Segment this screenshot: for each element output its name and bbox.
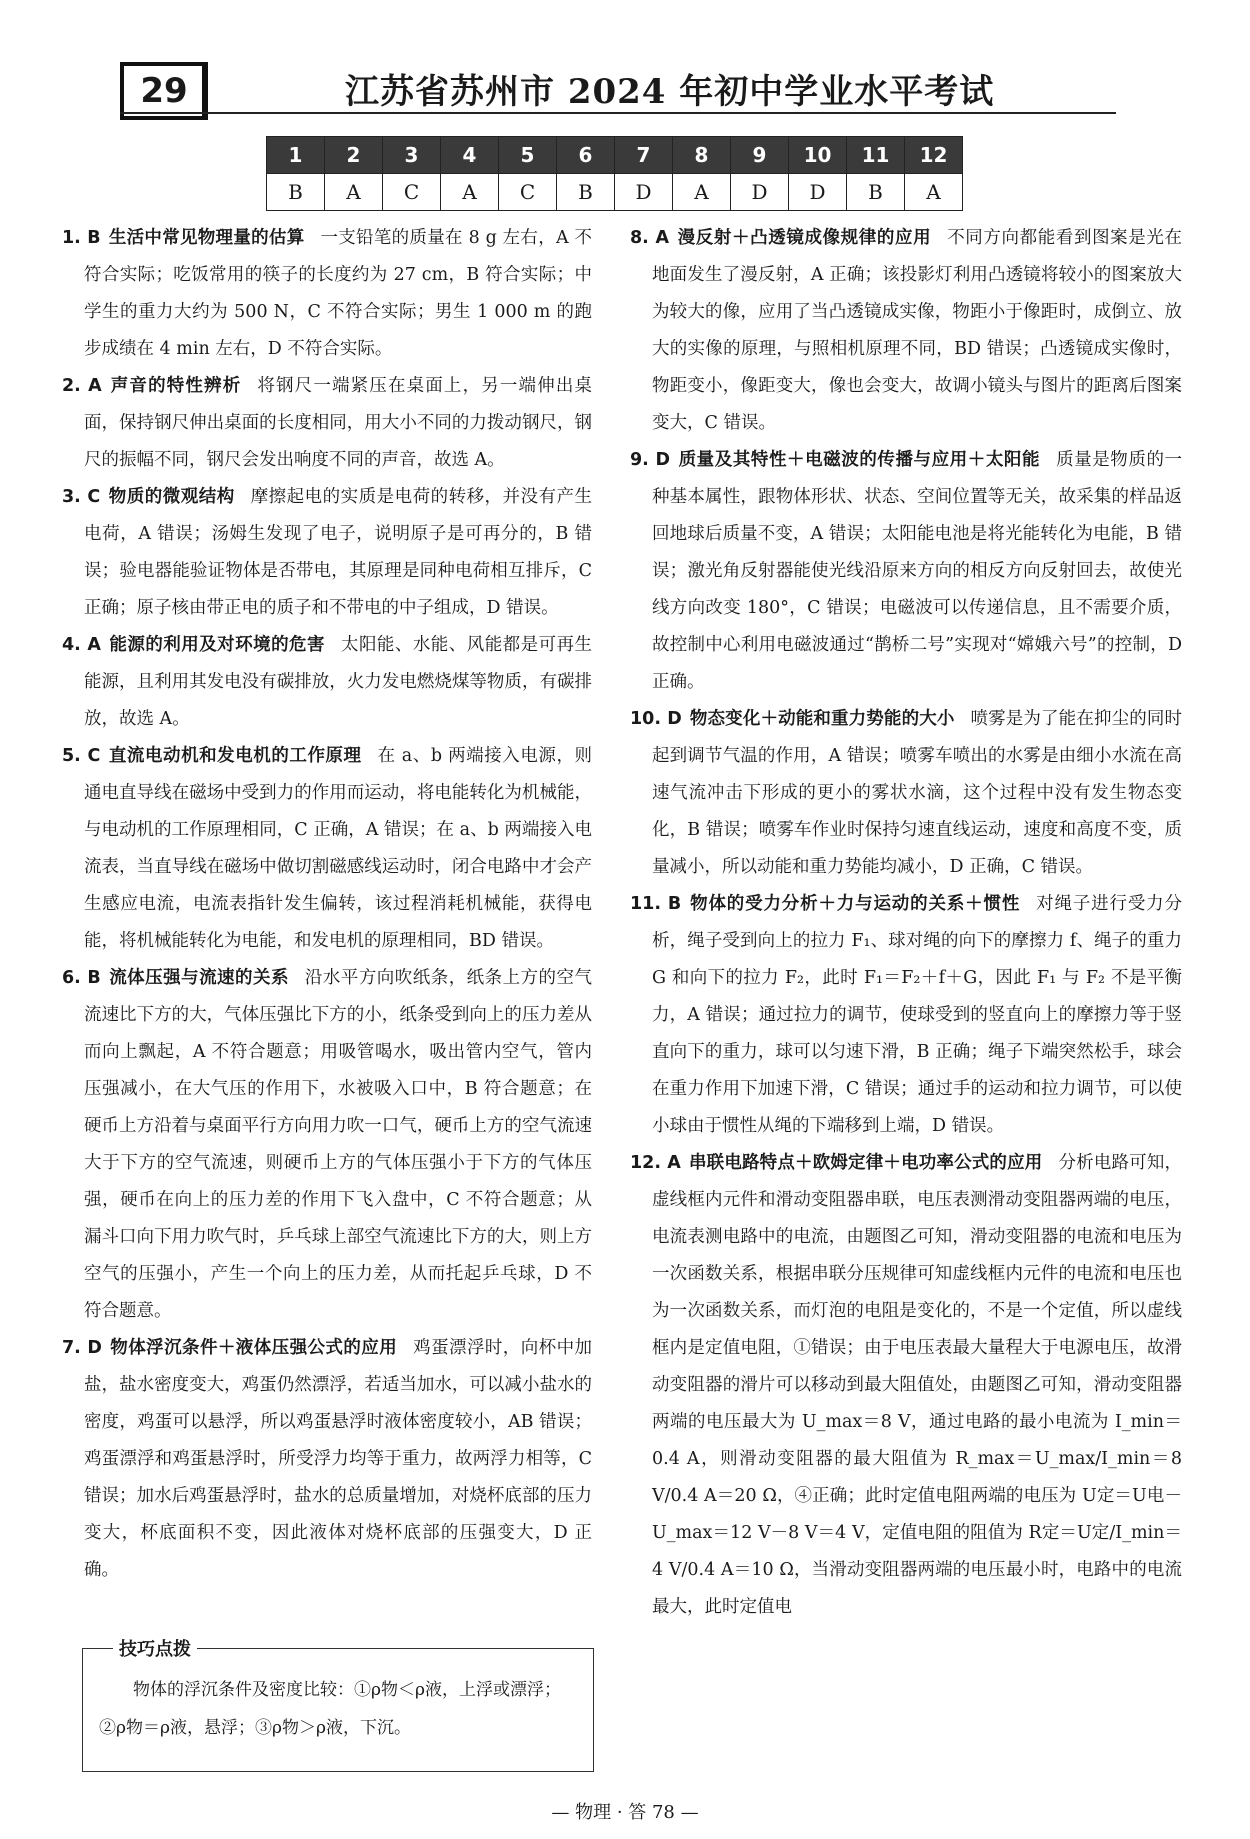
- page-footer: — 物理 · 答 78 —: [551, 1802, 699, 1823]
- page-title: 江苏省苏州市 2024 年初中学业水平考试: [345, 72, 995, 112]
- answer-choice-cell: B: [267, 174, 325, 211]
- explanation-text: 分析电路可知，虚线框内元件和滑动变阻器串联，电压表测滑动变阻器两端的电压，电流表测电路中的电流，由题图乙可知，滑动变阻器的电流和电压为一次函数关系，根据串联分压规律可知虚线框内元件的电流和电压也为一次函数关系，而灯泡的电阻是变化的，不是一个定值，所以虚线框内是定值电阻，①错误；由于电压表最大量程大于电源电压，故滑动变阻器的滑片可以移动到最大阻值处，由题图乙可知，滑动变阻器两端的电压最大为 U_max＝8 V，通过电路的最小电流为 I_min＝0.4 A，则滑动变阻器的最大阻值为 R_max＝U_max/I_min＝8 V/0.4 A＝20 Ω，④正确；此时定值电阻两端的电压为 U定＝U电－U_max＝12 V－8 V＝4 V，定值电阻的阻值为 R定＝U定/I_min＝4 V/0.4 A＝10 Ω，当滑动变阻器两端的电压最小时，电路中的电流最大，此时定值电: [652, 1153, 1183, 1617]
- tip-box: [82, 1639, 594, 1772]
- question-number: 5. C: [62, 746, 101, 766]
- solution-item: [630, 220, 1182, 442]
- solution-item: [62, 368, 592, 479]
- question-number: 7. D: [62, 1338, 102, 1358]
- knowledge-point: 流体压强与流速的关系: [108, 968, 289, 988]
- knowledge-point: 质量及其特性＋电磁波的传播与应用＋太阳能: [678, 450, 1041, 470]
- explanation-text: 在 a、b 两端接入电源，则通电直导线在磁场中受到力的作用而运动，将电能转化为机械能，与电动机的工作原理相同，C 正确，A 错误；在 a、b 两端接入电流表，当直导线在磁场中做切割磁感线运动时，闭合电路中才会产生感应电流，电流表指针发生偏转，该过程消耗机械能，获得电能，将机械能转化为电能，和发电机的原理相同，BD 错误。: [84, 746, 592, 951]
- title-rule: [120, 112, 1116, 114]
- explanation-text: 将钢尺一端紧压在桌面上，另一端伸出桌面，保持钢尺伸出桌面的长度相同，用大小不同的力拨动钢尺，钢尺的振幅不同，钢尺会发出响度不同的声音，故选 A。: [84, 376, 593, 470]
- answer-number-cell: 1: [267, 137, 325, 174]
- knowledge-point: 物体的受力分析＋力与运动的关系＋惯性: [689, 894, 1021, 914]
- answer-number-cell: 7: [615, 137, 673, 174]
- explanation-text: 沿水平方向吹纸条，纸条上方的空气流速比下方的大，气体压强比下方的小，纸条受到向上的压力差从而向上飘起，A 不符合题意；用吸管喝水，吸出管内空气，管内压强减小，在大气压的作用下，水被吸入口中，B 符合题意；在硬币上方沿着与桌面平行方向用力吹一口气，硬币上方的空气流速大于下方的空气流速，则硬币上方的气体压强小于下方的气体压强，硬币在向上的压力差的作用下飞入盘中，C 不符合题意；从漏斗口向下用力吹气时，乒乓球上部空气流速比下方的大，则上方空气的压强小，产生一个向上的压力差，从而托起乒乓球，D 不符合题意。: [84, 968, 592, 1321]
- solution-item: [62, 479, 592, 627]
- knowledge-point: 物体浮沉条件＋液体压强公式的应用: [109, 1338, 398, 1358]
- knowledge-point: 漫反射＋凸透镜成像规律的应用: [677, 228, 932, 248]
- explanation-text: 不同方向都能看到图案是光在地面发生了漫反射，A 正确；该投影灯利用凸透镜将较小的图案放大为较大的像，应用了当凸透镜成实像，物距小于像距时，成倒立、放大的实像的原理，与照相机原理不同，BD 错误；凸透镜成实像时，物距变小，像距变大，像也会变大，故调小镜头与图片的距离后图案变大，C 错误。: [652, 228, 1183, 433]
- knowledge-point: 声音的特性辨析: [109, 376, 242, 396]
- explanation-text: 一支铅笔的质量在 8 g 左右，A 不符合实际；吃饭常用的筷子的长度约为 27 cm，B 符合实际；中学生的重力大约为 500 N，C 不符合实际；男生 1 000 m 的跑步成绩在 4 min 左右，D 不符合实际。: [84, 228, 592, 359]
- tip-text: 物体的浮沉条件及密度比较：①ρ物＜ρ液，上浮或漂浮；②ρ物＝ρ液，悬浮；③ρ物＞ρ液，下沉。: [99, 1680, 561, 1738]
- page-header: [120, 62, 1120, 114]
- answer-number-cell: 8: [673, 137, 731, 174]
- answer-number-cell: 6: [557, 137, 615, 174]
- answer-number-cell: 11: [847, 137, 905, 174]
- knowledge-point: 生活中常见物理量的估算: [108, 228, 305, 248]
- solution-item: [62, 627, 592, 738]
- solution-item: [62, 738, 592, 960]
- explanation-text: 质量是物质的一种基本属性，跟物体形状、状态、空间位置等无关，故采集的样品返回地球后质量不变，A 错误；太阳能电池是将光能转化为电能，B 错误；激光角反射器能使光线沿原来方向的相反方向反射回去，故使光线方向改变 180°，C 错误；电磁波可以传递信息，且不需要介质，故控制中心利用电磁波通过“鹊桥二号”实现对“嫦娥六号”的控制，D 正确。: [652, 450, 1183, 692]
- answer-table-header-row: [267, 137, 963, 174]
- answer-choice-cell: A: [673, 174, 731, 211]
- answer-number-cell: 9: [731, 137, 789, 174]
- answer-choice-cell: C: [499, 174, 557, 211]
- knowledge-point: 串联电路特点＋欧姆定律＋电功率公式的应用: [688, 1153, 1043, 1173]
- answer-number-cell: 3: [383, 137, 441, 174]
- solution-item: [630, 886, 1182, 1145]
- solution-item: [62, 220, 592, 368]
- answer-choice-cell: D: [731, 174, 789, 211]
- explanation-text: 对绳子进行受力分析，绳子受到向上的拉力 F₁、球对绳的向下的摩擦力 f、绳子的重力 G 和向下的拉力 F₂，此时 F₁＝F₂＋f＋G，因此 F₁ 与 F₂ 不是平衡力，A 错误；通过拉力的调节，使球受到的竖直向上的摩擦力等于竖直向下的重力，球可以匀速下滑，B 正确；绳子下端突然松手，球会在重力作用下加速下滑，C 错误；通过手的运动和拉力调节，可以使小球由于惯性从绳的下端移到上端，D 错误。: [652, 894, 1183, 1136]
- knowledge-point: 物态变化＋动能和重力势能的大小: [689, 709, 955, 729]
- explanation-text: 摩擦起电的实质是电荷的转移，并没有产生电荷，A 错误；汤姆生发现了电子，说明原子是可再分的，B 错误；验电器能验证物体是否带电，其原理是同种电荷相互排斥，C 正确；原子核由带正电的质子和不带电的中子组成，D 错误。: [84, 487, 593, 618]
- answer-choice-cell: A: [905, 174, 963, 211]
- question-number: 4. A: [62, 635, 101, 655]
- explanation-text: 太阳能、水能、风能都是可再生能源，且利用其发电没有碳排放，火力发电燃烧煤等物质，有碳排放，故选 A。: [84, 635, 593, 729]
- question-number: 11. B: [630, 894, 682, 914]
- answer-number-cell: 5: [499, 137, 557, 174]
- question-number: 2. A: [62, 376, 102, 396]
- answer-number-cell: 10: [789, 137, 847, 174]
- solution-item: [630, 1145, 1182, 1626]
- question-number: 3. C: [62, 487, 101, 507]
- question-number: 8. A: [630, 228, 670, 248]
- answer-choice-cell: D: [615, 174, 673, 211]
- answer-table-answer-row: [267, 174, 963, 211]
- question-number: 9. D: [630, 450, 671, 470]
- question-number: 6. B: [62, 968, 101, 988]
- tip-label: 技巧点拨: [113, 1635, 197, 1661]
- answer-number-cell: 4: [441, 137, 499, 174]
- solution-item: [630, 701, 1182, 886]
- question-number: 1. B: [62, 228, 101, 248]
- knowledge-point: 能源的利用及对环境的危害: [108, 635, 325, 655]
- question-number: 12. A: [630, 1153, 681, 1173]
- answer-choice-cell: A: [325, 174, 383, 211]
- answer-table: [266, 136, 963, 211]
- answer-choice-cell: B: [557, 174, 615, 211]
- solution-item: [630, 442, 1182, 701]
- explanation-text: 喷雾是为了能在抑尘的同时起到调节气温的作用，A 错误；喷雾车喷出的水雾是由细小水流在高速气流冲击下形成的更小的雾状水滴，这个过程中没有发生物态变化，B 错误；喷雾车作业时保持匀速直线运动，速度和高度不变，质量减小，所以动能和重力势能均减小，D 正确，C 错误。: [652, 709, 1183, 877]
- answer-choice-cell: C: [383, 174, 441, 211]
- section-number: 29: [120, 62, 204, 120]
- knowledge-point: 直流电动机和发电机的工作原理: [108, 746, 362, 766]
- answer-choice-cell: B: [847, 174, 905, 211]
- question-number: 10. D: [630, 709, 682, 729]
- left-column: [62, 220, 592, 1589]
- answer-number-cell: 12: [905, 137, 963, 174]
- solution-item: [62, 960, 592, 1330]
- solution-item: [62, 1330, 592, 1589]
- knowledge-point: 物质的微观结构: [108, 487, 235, 507]
- right-column: [630, 220, 1182, 1626]
- answer-choice-cell: A: [441, 174, 499, 211]
- explanation-text: 鸡蛋漂浮时，向杯中加盐，盐水密度变大，鸡蛋仍然漂浮，若适当加水，可以减小盐水的密度，鸡蛋可以悬浮，所以鸡蛋悬浮时液体密度较小，AB 错误；鸡蛋漂浮和鸡蛋悬浮时，所受浮力均等于重力，故两浮力相等，C 错误；加水后鸡蛋悬浮时，盐水的总质量增加，对烧杯底部的压力变大，杯底面积不变，因此液体对烧杯底部的压强变大，D 正确。: [84, 1338, 593, 1580]
- answer-choice-cell: D: [789, 174, 847, 211]
- answer-number-cell: 2: [325, 137, 383, 174]
